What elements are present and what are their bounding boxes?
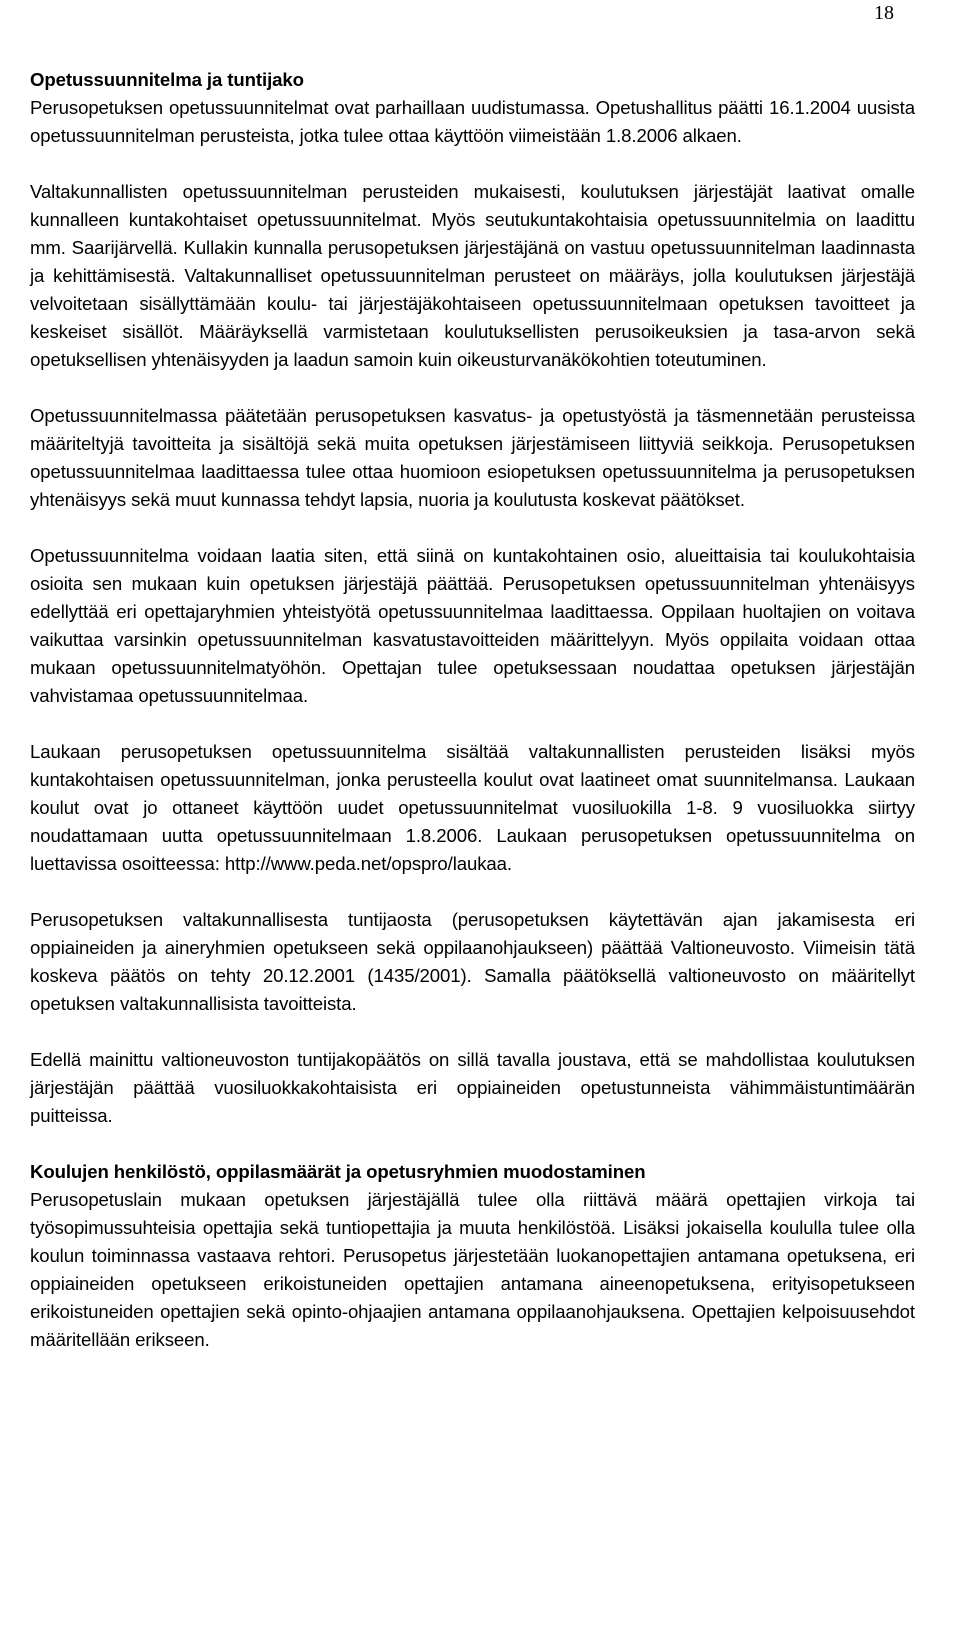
section-heading: Koulujen henkilöstö, oppilasmäärät ja opetusryhmien muodostaminen (30, 1160, 646, 1182)
paragraph: Opetussuunnitelmassa päätetään perusopetuksen kasvatus- ja opetustyöstä ja täsmennetään perusteissa määriteltyjä tavoitteita ja sisältöjä sekä muita opetuksen järjestämiseen liittyviä seikkoja. Perusopetuksen opetussuunnitelmaa laadittaessa tulee ottaa huomioon esiopetuksen opetussuunnitelma ja perusopetuksen yhtenäisyys sekä muut kunnassa tehdyt lapsia, nuoria ja koulutusta koskevat päätökset. (30, 404, 915, 511)
paragraph: Opetussuunnitelma voidaan laatia siten, että siinä on kuntakohtainen osio, alueittaisia tai koulukohtaisia osioita sen mukaan kuin opetuksen järjestäjä päättää. Perusopetuksen opetussuunnitelman yhtenäisyys edellyttää eri opettajaryhmien yhteistyötä opetussuunnitelmaa laadittaessa. Oppilaan huoltajien on voitava vaikuttaa varsinkin opetussuunnitelman kasvatustavoitteiden määrittelyyn. Myös oppilaita voidaan ottaa mukaan opetussuunnitelmatyöhön. Opettajan tulee opetuksessaan noudattaa opetuksen järjestäjän vahvistamaa opetussuunnitelmaa. (30, 544, 915, 707)
paragraph: Perusopetuksen valtakunnallisesta tuntijaosta (perusopetuksen käytettävän ajan jakamisesta eri oppiaineiden ja aineryhmien opetukseen sekä oppilaanohjaukseen) päättää Valtioneuvosto. Viimeisin tätä koskeva päätös on tehty 20.12.2001 (1435/2001). Samalla päätöksellä valtioneuvosto on määritellyt opetuksen valtakunnallisista tavoitteista. (30, 908, 915, 1015)
document-body (30, 66, 915, 1354)
paragraph: Perusopetuslain mukaan opetuksen järjestäjällä tulee olla riittävä määrä opettajien virkoja tai työsopimussuhteisia opettajia sekä tuntiopettajia ja muuta henkilöstöä. Lisäksi jokaisella koululla tulee olla koulun toiminnassa vastaava rehtori. Perusopetus järjestetään luokanopettajien antamana opetuksena, eri oppiaineiden opetukseen erikoistuneiden opettajien antamana aineenopetuksena, erityisopetukseen erikoistuneiden opettajien sekä opinto-ohjaajien antamana oppilaanohjauksena. Opettajien kelpoisuusehdot määritellään erikseen. (30, 1188, 915, 1351)
section-heading: Opetussuunnitelma ja tuntijako (30, 69, 304, 90)
paragraph: Edellä mainittu valtioneuvoston tuntijakopäätös on sillä tavalla joustava, että se mahdollistaa koulutuksen järjestäjän päättää vuosiluokkakohtaisista eri oppiaineiden opetustunneista vähimmäistuntimäärän puitteissa. (30, 1048, 915, 1126)
paragraph: Perusopetuksen opetussuunnitelmat ovat parhaillaan uudistumassa. Opetushallitus päätti 16.1.2004 uusista opetussuunnitelman perusteista, jotka tulee ottaa käyttöön viimeistään 1.8.2006 alkaen. (30, 97, 915, 147)
paragraph: Valtakunnallisten opetussuunnitelman perusteiden mukaisesti, koulutuksen järjestäjät laativat omalle kunnalleen kuntakohtaiset opetussuunnitelmat. Myös seutukuntakohtaisia opetussuunnitelmia on laadittu mm. Saarijärvellä. Kullakin kunnalla perusopetuksen järjestäjänä on vastuu opetussuunnitelman laadinnasta ja kehittämisestä. Valtakunnalliset opetussuunnitelman perusteet on määräys, jolla koulutuksen järjestäjä velvoitetaan sisällyttämään koulu- tai järjestäjäkohtaiseen opetussuunnitelmaan opetuksen tavoitteet ja keskeiset sisällöt. Määräyksellä varmistetaan koulutuksellisten perusoikeuksien ja tasa-arvon sekä opetuksellisen yhtenäisyyden ja laadun samoin kuin oikeusturvanäkökohtien toteutuminen. (30, 180, 915, 371)
paragraph: Laukaan perusopetuksen opetussuunnitelma sisältää valtakunnallisten perusteiden lisäksi myös kuntakohtaisen opetussuunnitelman, jonka perusteella koulut ovat laatineet omat suunnitelmansa. Laukaan koulut ovat jo ottaneet käyttöön uudet opetussuunnitelmat vuosiluokilla 1-8. 9 vuosiluokka siirtyy noudattamaan uutta opetussuunnitelmaan 1.8.2006. Laukaan perusopetuksen opetussuunnitelma on luettavissa osoitteessa: http://www.peda.net/opspro/laukaa. (30, 740, 915, 875)
page-number: 18 (874, 2, 894, 24)
